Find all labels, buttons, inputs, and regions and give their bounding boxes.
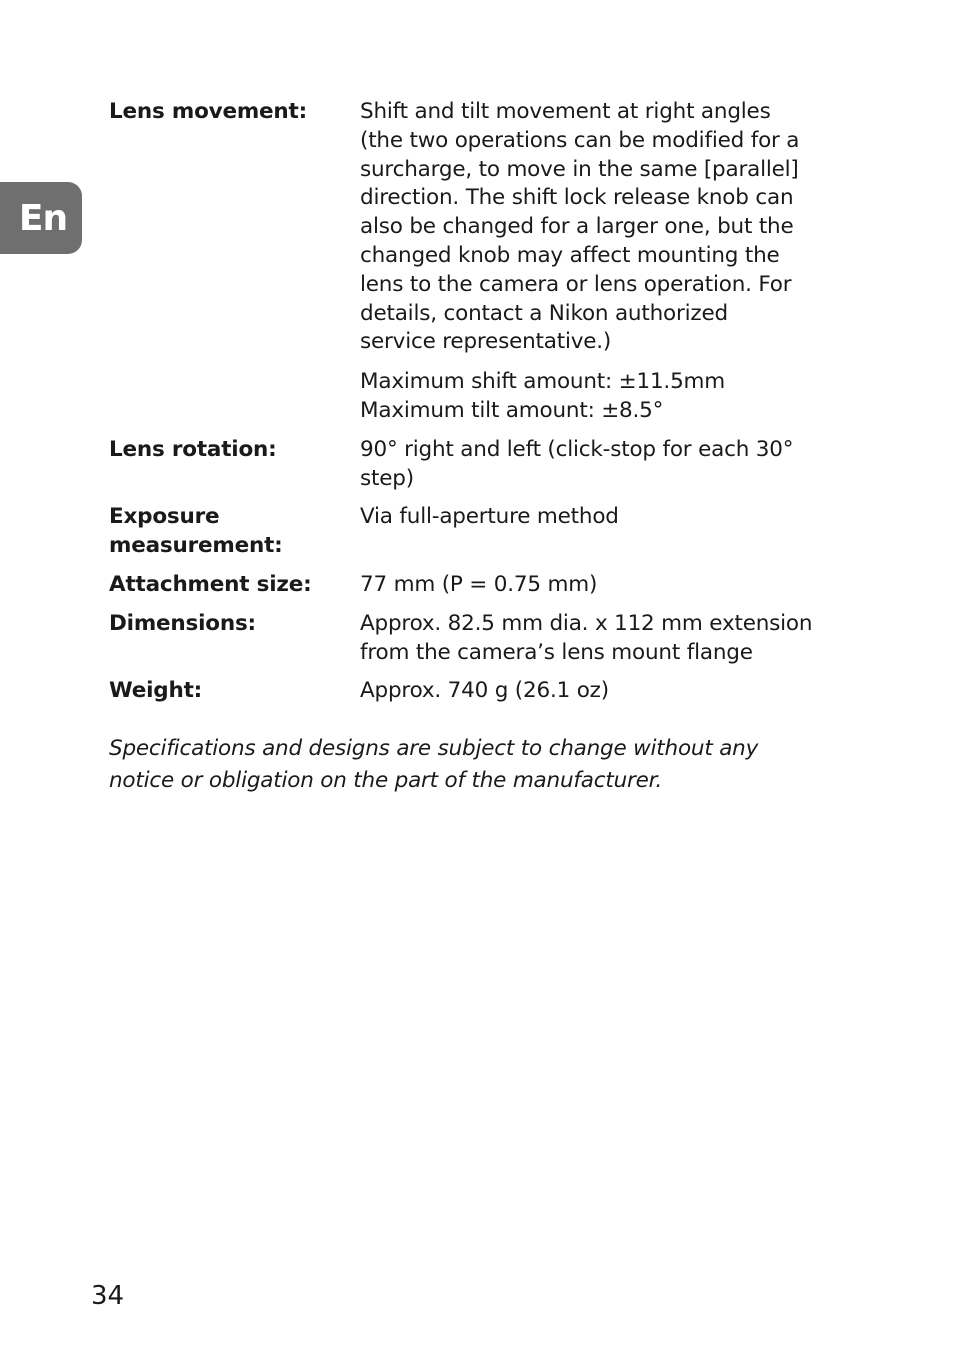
spec-value-paragraph: [360, 368, 839, 426]
spec-value-line: direction. The shift lock release knob can: [360, 185, 794, 211]
spec-value-line: from the camera’s lens mount flange: [360, 639, 753, 665]
spec-value-line: 90° right and left (click-stop for each 30°: [360, 436, 794, 462]
spec-value-paragraph: [360, 571, 839, 600]
spec-value-line: surcharge, to move in the same [parallel]: [360, 156, 799, 182]
spec-value-line: Via full-aperture method: [360, 504, 619, 530]
spec-row-lens-movement: [109, 98, 839, 426]
spec-value-paragraph: [360, 436, 839, 494]
spec-label: Weight:: [109, 678, 203, 704]
disclaimer: [109, 733, 829, 797]
spec-value-line: 77 mm (P = 0.75 mm): [360, 571, 598, 597]
spec-value-line: details, contact a Nikon authorized: [360, 300, 728, 326]
spec-value-line: lens to the camera or lens operation. For: [360, 271, 792, 297]
spec-row-attachment-size: [109, 571, 839, 600]
spec-value-line: Maximum tilt amount: ±8.5°: [360, 397, 664, 423]
spec-value-line: Maximum shift amount: ±11.5mm: [360, 369, 726, 395]
spec-label-line: measurement:: [109, 533, 283, 559]
spec-value-line: step): [360, 465, 414, 491]
spec-value-line: Approx. 740 g (26.1 oz): [360, 678, 609, 704]
spec-label: [109, 503, 360, 561]
language-tab: [0, 182, 82, 254]
spec-label: Dimensions:: [109, 610, 256, 636]
spec-value-paragraph: [360, 610, 839, 668]
disclaimer-line: notice or obligation on the part of the manufacturer.: [109, 768, 662, 793]
spec-label: Lens movement:: [109, 99, 308, 124]
spec-row-dimensions: [109, 610, 839, 668]
spec-table: [109, 98, 839, 716]
spec-label: Lens rotation:: [109, 436, 277, 462]
spec-value: [360, 610, 839, 668]
spec-value: [360, 571, 839, 600]
spec-value: [360, 503, 839, 561]
spec-value: [360, 677, 839, 706]
spec-value-line: changed knob may affect mounting the: [360, 242, 780, 268]
spec-value-line: also be changed for a larger one, but the: [360, 214, 794, 240]
disclaimer-line: Specifications and designs are subject to change without any: [109, 736, 759, 761]
spec-value-line: Shift and tilt movement at right angles: [360, 99, 771, 124]
page-number: 34: [91, 1281, 125, 1311]
spec-value-line: (the two operations can be modified for a: [360, 127, 800, 153]
language-tab-label: En: [18, 197, 68, 239]
spec-label: Attachment size:: [109, 571, 312, 597]
spec-value-line: service representative.): [360, 329, 612, 355]
spec-value-paragraph: [360, 98, 839, 357]
spec-value-line: Approx. 82.5 mm dia. x 112 mm extension: [360, 610, 813, 636]
spec-row-weight: [109, 677, 839, 706]
spec-label-line: Exposure: [109, 504, 220, 530]
spec-value-paragraph: [360, 677, 839, 706]
spec-value-paragraph: [360, 503, 839, 532]
spec-value: [360, 98, 839, 426]
spec-row-lens-rotation: [109, 436, 839, 494]
spec-value: [360, 436, 839, 494]
spec-row-exposure-measurement: [109, 503, 839, 561]
